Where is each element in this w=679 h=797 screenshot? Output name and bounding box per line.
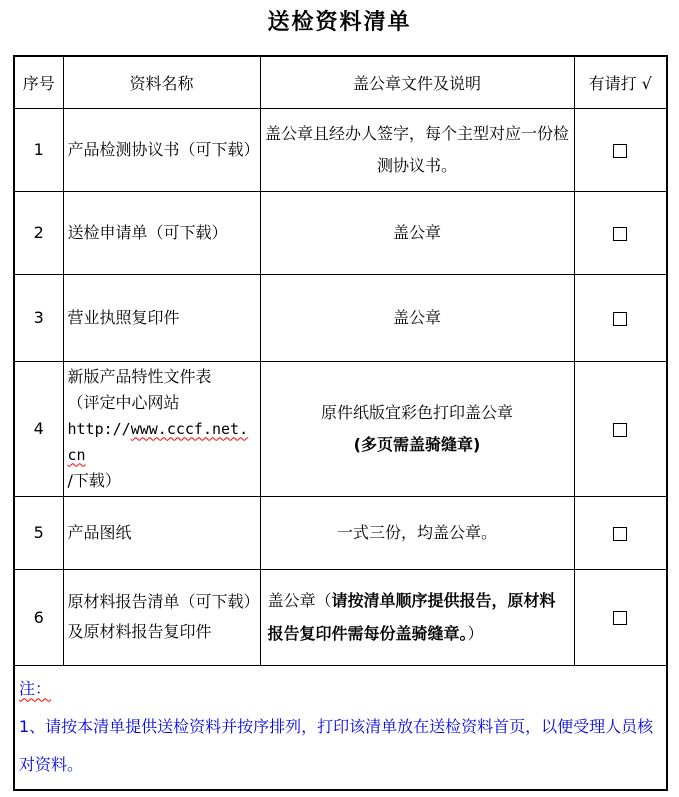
row-number: 5 [14,496,63,569]
instruction-suffix: ） [467,624,484,643]
empty-checkbox-icon[interactable] [613,527,627,541]
material-name: 产品检测协议书（可下载） [63,108,260,191]
instruction-prefix: 盖公章（ [267,591,332,610]
table-row [14,274,667,361]
header-desc: 盖公章文件及说明 [260,56,574,108]
url-scheme: http:// [67,419,131,438]
checkbox-cell [574,569,667,665]
header-name: 资料名称 [63,56,260,108]
stamp-instruction [260,569,574,665]
table-row [14,108,667,191]
checkbox-cell [574,361,667,496]
empty-checkbox-icon[interactable] [613,144,627,158]
note-item: 1、请按本清单提供送检资料并按序排列，打印该清单放在送检资料首页，以便受理人员核对资料。 [19,717,654,775]
notes-section [14,665,667,790]
page-title: 送检资料清单 [267,10,412,35]
instruction-line-bold: (多页需盖骑缝章) [353,434,481,454]
material-name-line: （评定中心网站 [67,392,180,412]
notes-label: 注： [19,679,52,699]
header-no: 序号 [14,56,63,108]
material-name: 送检申请单（可下载） [63,191,260,274]
material-name-line: 新版产品特性文件表 [67,366,212,386]
stamp-instruction: 盖公章 [260,191,574,274]
material-name-line: /下载） [67,470,121,490]
material-name: 营业执照复印件 [63,274,260,361]
stamp-instruction: 盖公章 [260,274,574,361]
checklist-table [13,55,668,791]
table-header-row [14,56,667,108]
notes-row [14,665,667,790]
row-number: 6 [14,569,63,665]
checkbox-cell [574,191,667,274]
stamp-instruction: 一式三份，均盖公章。 [260,496,574,569]
checkbox-cell [574,274,667,361]
website-url [68,420,249,464]
empty-checkbox-icon[interactable] [613,312,627,326]
checkbox-cell [574,108,667,191]
material-name: 产品图纸 [63,496,260,569]
instruction-line: 原件纸版宜彩色打印盖公章 [320,402,513,422]
row-number: 3 [14,274,63,361]
empty-checkbox-icon[interactable] [613,611,627,625]
stamp-instruction: 盖公章且经办人签字，每个主型对应一份检测协议书。 [260,108,574,191]
table-row [14,569,667,665]
row-number: 2 [14,191,63,274]
header-check: 有请打 √ [574,56,667,108]
material-name: 原材料报告清单（可下载）及原材料报告复印件 [63,569,260,665]
checkbox-cell [574,496,667,569]
material-name [63,361,260,496]
row-number: 4 [14,361,63,496]
empty-checkbox-icon[interactable] [613,227,627,241]
stamp-instruction [260,361,574,496]
row-number: 1 [14,108,63,191]
instruction-bold: 请按清单顺序提供报告，原材料报告复印件需每份盖骑缝章。 [267,591,556,643]
table-row [14,191,667,274]
table-row [14,361,667,496]
table-row [14,496,667,569]
empty-checkbox-icon[interactable] [613,423,627,437]
url-host-spellcheck: www.cccf.net.cn [67,419,249,464]
